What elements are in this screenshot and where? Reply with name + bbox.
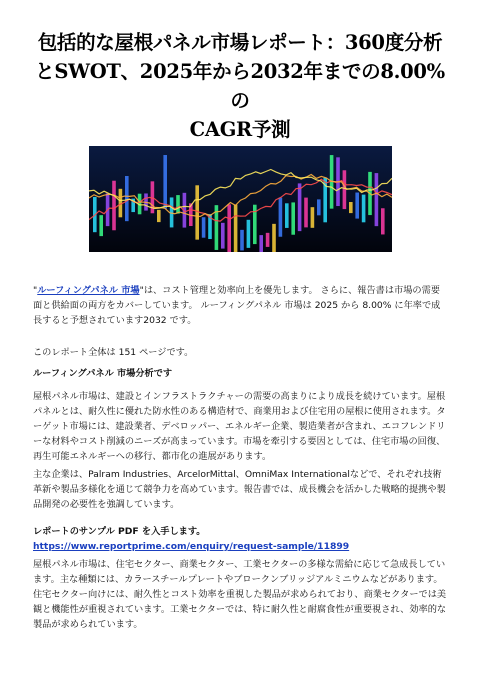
decorative-bar: [311, 207, 315, 228]
decorative-bar: [304, 198, 308, 228]
title-line-2: とSWOT、2025年から2032年までの8.00%の: [35, 60, 445, 112]
decorative-bar: [227, 204, 231, 252]
sample-paragraph: [33, 524, 449, 554]
decorative-bar: [247, 220, 251, 248]
decorative-bar: [349, 202, 353, 213]
decorative-bar: [362, 195, 366, 223]
section-heading: ルーフィングパネル 市場分析です: [33, 368, 173, 379]
page-title: [30, 28, 450, 144]
decorative-bar: [202, 217, 206, 237]
decorative-bar: [272, 224, 276, 252]
decorative-bar: [259, 235, 263, 252]
intro-text: は、コスト管理と効率向上を優先します。 さらに、報告書は市場の需要面と供給面の両方をカバーしています。 ルーフィングパネル 市場は 2025 から 8.00% に年率で成長すると予想されています2032 です。: [33, 285, 441, 326]
analysis-paragraph: 屋根パネル市場は、建設とインフラストラクチャーの需要の高まりにより成長を続けています。屋根パネルとは、耐久性に優れた防水性のある構造材で、商業用および住宅用の屋根に使用されます。ターゲット市場には、建設業者、デベロッパー、エネルギー企業、製造業者が含まれ、エコフレンドリーな材料やコスト削減のニーズが高まっています。市場を牽引する要因としては、住宅市場の回復、再生可能エネルギーへの移行、都市化の進展があります。: [33, 391, 446, 462]
decorative-bar: [240, 230, 244, 251]
sample-label: レポートのサンプル PDF を入手します。: [33, 526, 206, 537]
intro-paragraph: [33, 283, 449, 328]
decorative-bar: [298, 183, 302, 231]
decorative-bar: [112, 181, 116, 231]
quote-close: ": [139, 285, 144, 296]
hero-stock-chart-image: [89, 146, 392, 252]
decorative-bar: [279, 198, 283, 237]
quote-open: ": [33, 285, 38, 296]
decorative-bar: [163, 155, 167, 209]
title-line-1: 包括的な屋根パネル市場レポート：360度分析: [37, 31, 443, 54]
decorative-bar: [157, 210, 161, 222]
sample-url-link[interactable]: https://www.reportprime.com/enquiry/request-sample/11899: [33, 541, 350, 552]
decorative-bar: [266, 233, 270, 247]
decorative-bar: [291, 202, 295, 234]
decorative-bar: [343, 170, 347, 209]
pages-paragraph: このレポート全体は 151 ページです。: [33, 347, 194, 358]
decorative-bar: [221, 223, 225, 249]
decorative-bar: [375, 173, 379, 226]
decorative-bar: [317, 199, 321, 215]
title-line-3: CAGR予測: [189, 118, 291, 141]
companies-paragraph: 主な企業は、Palram Industries、ArcelorMittal、OmniMax Internationalなどで、それぞれ技術革新や製品多様化を通じて競争力を高めています。報告書では、成長機会を活かした戦略的提携や製品開発の必要性を強調しています。: [33, 469, 446, 510]
decorative-bar: [355, 193, 359, 219]
decorative-bar: [381, 208, 385, 234]
market-link[interactable]: ルーフィングパネル 市場: [37, 285, 140, 296]
decorative-bar: [285, 203, 289, 228]
decorative-bar: [234, 205, 238, 252]
decorative-bar: [99, 215, 103, 236]
market-paragraph: 屋根パネル市場は、住宅セクター、商業セクター、工業セクターの多様な需給に応じて急成長しています。主な種類には、カラースチールプレートやブロークンブリッジアルミニウムなどがあります。住宅セクター向けには、耐久性とコスト効率を重視した製品が求められており、商業セクターでは美観と機能性が重視されています。工業セクターでは、特に耐久性と耐腐食性が重要視され、効率的な製品が求められています。: [33, 559, 447, 630]
decorative-bar: [125, 176, 129, 221]
decorative-bar: [176, 195, 180, 214]
stock-chart-illustration: [89, 146, 392, 252]
